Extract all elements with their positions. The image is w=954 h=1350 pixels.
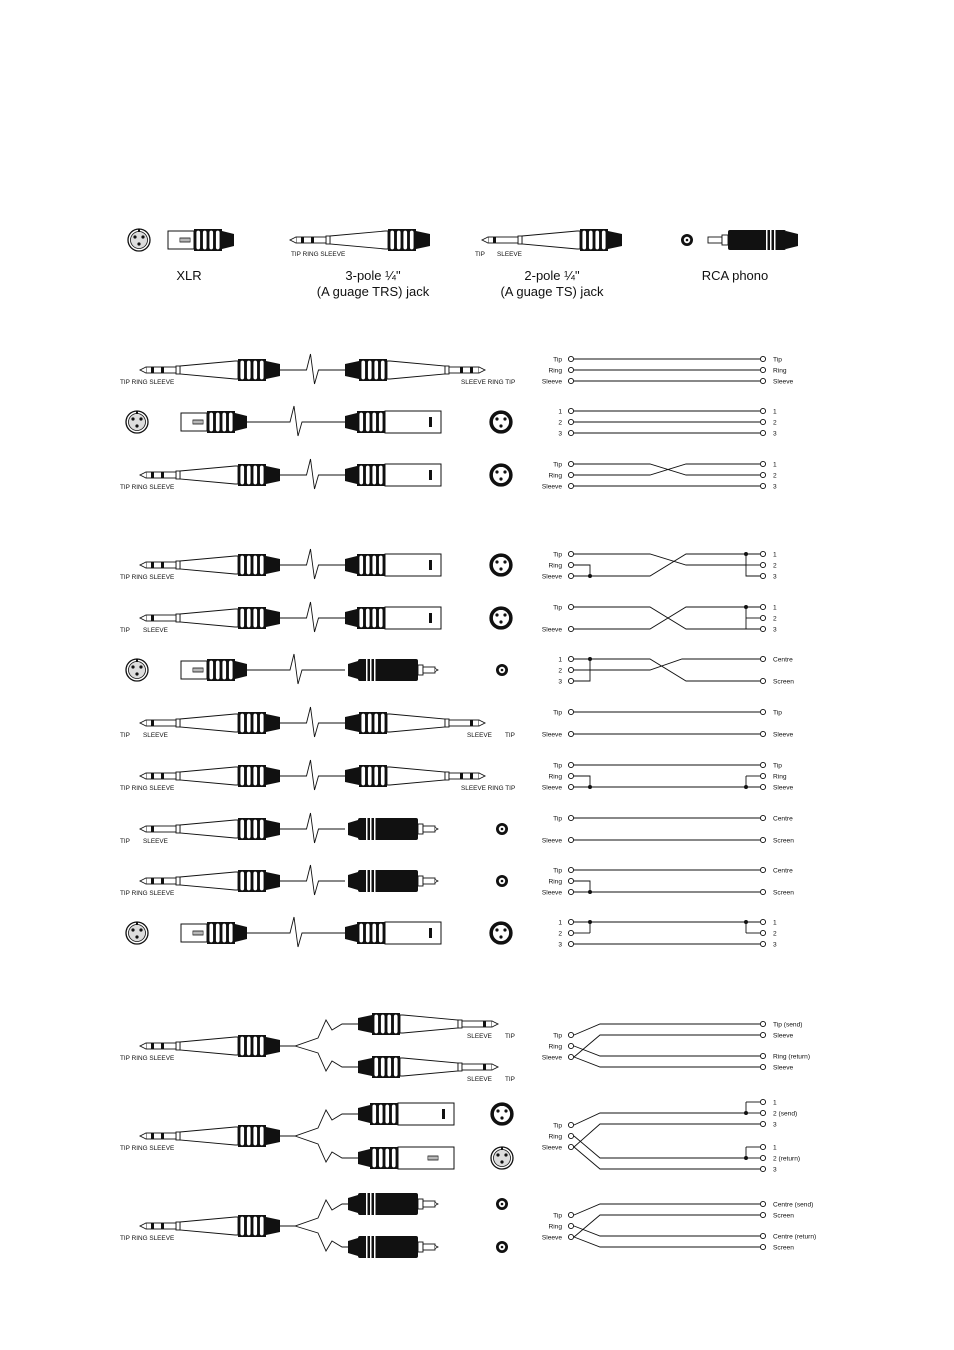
left-pin-label: Ring <box>548 878 562 886</box>
right-tip-caption: TIP <box>505 1033 515 1040</box>
left-pin-label: 3 <box>558 678 562 686</box>
header-trs-jack <box>290 229 430 258</box>
left-pin-label: 2 <box>558 667 562 675</box>
right-pin-label: 2 <box>773 930 777 938</box>
left-pin-label: Sleeve <box>541 378 562 386</box>
insert-row-insert-rca <box>120 1193 816 1258</box>
wiring-insert-rca <box>542 1201 816 1251</box>
header-ts-name: 2-pole ¼" <box>524 268 580 283</box>
cable-row-ts-ts <box>120 707 793 739</box>
left-jack-caption: TIP RING SLEEVE <box>120 379 175 386</box>
right-pin-label: Centre (send) <box>773 1201 814 1209</box>
right-pin-label: 1 <box>773 919 777 927</box>
right-pin-label: Sleeve <box>773 1032 794 1040</box>
wiring-trs-rca <box>542 867 794 896</box>
header-ts-sub: (A guage TS) jack <box>500 284 604 299</box>
right-pin-label: Screen <box>773 889 794 897</box>
right-pin-label: 2 (send) <box>773 1110 798 1118</box>
right-pin-label: 2 <box>773 419 777 427</box>
right-pin-label: Sleeve <box>773 731 794 739</box>
left-jack-caption: TIP RING SLEEVE <box>120 1145 175 1152</box>
wiring-trs-xlr-unbal <box>542 551 777 580</box>
left-pin-label: Tip <box>553 1032 562 1040</box>
right-pin-label: Screen <box>773 1212 794 1220</box>
wiring-xlr-xlr-b <box>558 919 777 948</box>
left-pin-label: Sleeve <box>541 784 562 792</box>
left-tip-caption: TIP <box>120 732 130 739</box>
wiring-ts-ts <box>542 709 794 738</box>
wiring-ts-xlr <box>542 604 777 633</box>
right-pin-label: Tip <box>773 762 782 770</box>
right-pin-label: 3 <box>773 1166 777 1174</box>
left-pin-label: Ring <box>548 1223 562 1231</box>
wiring-xlr-xlr-a <box>558 408 777 437</box>
left-pin-label: Ring <box>548 472 562 480</box>
right-pin-label: Screen <box>773 837 794 845</box>
header-xlr-name: XLR <box>176 268 202 283</box>
right-pin-label: Centre <box>773 867 793 875</box>
right-pin-label: 1 <box>773 1144 777 1152</box>
left-pin-label: 1 <box>558 919 562 927</box>
left-pin-label: 1 <box>558 656 562 664</box>
left-jack-caption: TIP RING SLEEVE <box>120 890 175 897</box>
header-trs-name: 3-pole ¼" <box>345 268 401 283</box>
header-xlr-label <box>176 268 201 284</box>
right-pin-label: 1 <box>773 408 777 416</box>
right-pin-label: 3 <box>773 483 777 491</box>
wiring-ts-rca <box>542 815 794 844</box>
wiring-trs-trs-unbal <box>542 762 794 791</box>
header-ts-sleeve-caption: SLEEVE <box>497 251 522 258</box>
cable-row-ts-rca <box>120 813 794 845</box>
right-pin-label: Ring (return) <box>773 1053 811 1061</box>
right-pin-label: 2 <box>773 615 777 623</box>
header-rca-label <box>702 268 769 284</box>
right-jack-caption: SLEEVE RING TIP <box>461 379 516 386</box>
right-pin-label: 2 <box>773 562 777 570</box>
right-pin-label: 2 (return) <box>773 1155 801 1163</box>
header-rca <box>681 230 798 250</box>
cable-row-xlr-rca <box>126 654 794 685</box>
wiring-trs-xlr-cross <box>542 461 777 490</box>
left-jack-caption: TIP RING SLEEVE <box>120 484 175 491</box>
right-pin-label: 2 <box>773 472 777 480</box>
right-jack-caption: SLEEVE RING TIP <box>461 785 516 792</box>
left-pin-label: Sleeve <box>541 837 562 845</box>
left-sleeve-caption: SLEEVE <box>143 627 168 634</box>
right-sleeve-caption: SLEEVE <box>467 732 492 739</box>
cable-row-trs-xlr-cross <box>120 459 777 491</box>
right-pin-label: 3 <box>773 430 777 438</box>
right-pin-label: 3 <box>773 1121 777 1129</box>
right-pin-label: Tip <box>773 356 782 364</box>
left-pin-label: Sleeve <box>541 483 562 491</box>
left-pin-label: Ring <box>548 773 562 781</box>
left-pin-label: 3 <box>558 941 562 949</box>
left-pin-label: Tip <box>553 551 562 559</box>
cable-row-trs-rca <box>120 865 794 897</box>
wiring-insert-ts <box>542 1021 810 1071</box>
right-sleeve-caption: SLEEVE <box>467 1033 492 1040</box>
header-ts-tip-caption: TIP <box>475 251 485 258</box>
right-sleeve-caption: SLEEVE <box>467 1076 492 1083</box>
left-jack-caption: TIP RING SLEEVE <box>120 1055 175 1062</box>
cable-row-trs-xlr-unbal <box>120 549 777 581</box>
cable-row-trs-trs <box>120 354 793 386</box>
right-pin-label: 1 <box>773 461 777 469</box>
right-pin-label: Tip <box>773 709 782 717</box>
left-pin-label: Sleeve <box>541 1054 562 1062</box>
right-pin-label: 1 <box>773 551 777 559</box>
cable-row-xlr-xlr-a <box>126 406 777 437</box>
wiring-trs-trs <box>542 356 794 385</box>
right-pin-label: Centre <box>773 815 793 823</box>
wiring-xlr-rca <box>558 656 794 685</box>
right-tip-caption: TIP <box>505 732 515 739</box>
wiring-insert-xlr <box>542 1099 800 1173</box>
header-rca-name: RCA phono <box>701 268 769 283</box>
insert-row-insert-xlr <box>120 1099 800 1173</box>
right-pin-label: Sleeve <box>773 378 794 386</box>
right-pin-label: Sleeve <box>773 784 794 792</box>
right-pin-label: Tip (send) <box>773 1021 803 1029</box>
left-jack-caption: TIP RING SLEEVE <box>120 1235 175 1242</box>
header-trs-label <box>317 268 429 300</box>
left-pin-label: Tip <box>553 604 562 612</box>
left-pin-label: Ring <box>548 367 562 375</box>
left-pin-label: Tip <box>553 461 562 469</box>
right-pin-label: 1 <box>773 604 777 612</box>
right-pin-label: Screen <box>773 1244 794 1252</box>
right-pin-label: 3 <box>773 941 777 949</box>
left-pin-label: Tip <box>553 815 562 823</box>
left-pin-label: Sleeve <box>541 573 562 581</box>
left-pin-label: Ring <box>548 1133 562 1141</box>
right-pin-label: Screen <box>773 678 794 686</box>
right-pin-label: Centre (return) <box>773 1233 817 1241</box>
left-pin-label: 3 <box>558 430 562 438</box>
right-pin-label: Centre <box>773 656 793 664</box>
left-pin-label: Tip <box>553 1212 562 1220</box>
left-pin-label: Ring <box>548 1043 562 1051</box>
right-pin-label: 3 <box>773 573 777 581</box>
right-tip-caption: TIP <box>505 1076 515 1083</box>
left-jack-caption: TIP RING SLEEVE <box>120 574 175 581</box>
left-pin-label: Sleeve <box>541 1234 562 1242</box>
right-pin-label: Sleeve <box>773 1064 794 1072</box>
right-pin-label: 3 <box>773 626 777 634</box>
left-jack-caption: TIP RING SLEEVE <box>120 785 175 792</box>
cable-row-ts-xlr <box>120 602 777 634</box>
header-ts-label <box>500 268 603 300</box>
right-pin-label: 1 <box>773 1099 777 1107</box>
left-pin-label: 2 <box>558 419 562 427</box>
left-pin-label: Ring <box>548 562 562 570</box>
header-connectors <box>128 229 798 258</box>
header-trs-caption: TIP RING SLEEVE <box>291 251 346 258</box>
cable-row-xlr-xlr-b <box>126 917 777 948</box>
insert-row-insert-ts <box>120 1013 810 1083</box>
right-pin-label: Ring <box>773 773 787 781</box>
right-pin-label: Ring <box>773 367 787 375</box>
left-pin-label: 2 <box>558 930 562 938</box>
left-pin-label: Sleeve <box>541 1144 562 1152</box>
left-pin-label: Tip <box>553 762 562 770</box>
left-sleeve-caption: SLEEVE <box>143 838 168 845</box>
left-pin-label: Tip <box>553 356 562 364</box>
cable-row-trs-trs-unbal <box>120 760 793 792</box>
left-pin-label: 1 <box>558 408 562 416</box>
left-pin-label: Tip <box>553 709 562 717</box>
left-pin-label: Sleeve <box>541 889 562 897</box>
left-sleeve-caption: SLEEVE <box>143 732 168 739</box>
left-tip-caption: TIP <box>120 627 130 634</box>
left-pin-label: Sleeve <box>541 626 562 634</box>
header-trs-sub: (A guage TRS) jack <box>316 284 430 299</box>
left-pin-label: Tip <box>553 1122 562 1130</box>
header-ts-jack <box>475 229 622 258</box>
left-tip-caption: TIP <box>120 838 130 845</box>
left-pin-label: Tip <box>553 867 562 875</box>
left-pin-label: Sleeve <box>541 731 562 739</box>
